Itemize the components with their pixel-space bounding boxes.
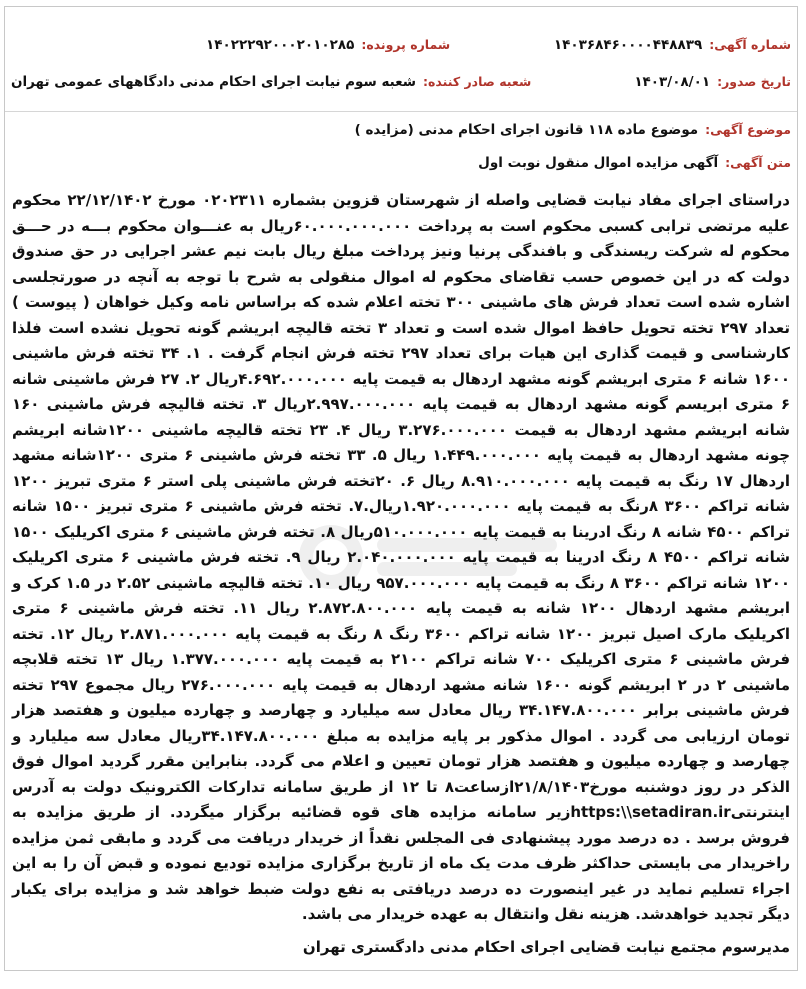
notice-text-label: متن آگهی: [725, 155, 791, 170]
body-text-part-1: دراستای اجرای مفاد نیابت قضایی واصله از شهرستان قزوین بشماره ۰۲۰۲۳۱۱ مورخ ۲۲/۱۲/۱۴۰۲ محکوم علیه مرتضی ترابی کسبی محکوم است به پرداخت ۶۰.۰۰۰.۰۰۰.۰۰۰ریال به عنـــوان محکوم بـــه در حـــق محکوم له شرکت ریسندگی و بافندگی پرنیا ونیز پرداخت مبلغ ریال بابت نیم عشر اجرایی در حق صندوق دولت که در این خصوص حسب تقاضای محکوم له اموال منقولی به شرح با توجه به آنچه در صورتجلسی اشاره شده است تعداد فرش های ماشینی ۳۰۰ تخته اعلام شده که براساس نامه وکیل خواهان ( پیوست ) تعداد ۲۹۷ تخته تحویل حافظ اموال شده است و تعداد ۳ تخته قالیچه ابریشم گونه تحویل نشده است فلذا کارشناسی و قیمت گذاری این هیات برای تعداد ۲۹۷ تخته فرش انجام گرفت . ۱. ۳۴ تخته فرش ماشینی ۱۶۰۰ شانه ۶ متری ابریشم گونه مشهد اردهال به قیمت پایه ۴.۶۹۲.۰۰۰.۰۰۰ریال ۲. ۲۷ فرش ماشینی شانه ۶ متری ابریسم گونه مشهد اردهال به قیمت پایه ۲.۹۹۷.۰۰۰.۰۰۰ریال ۳. تخته قالیچه فرش ماشینی ۱۶۰ شانه ابریشم مشهد اردهال به قیمت ۳.۲۷۶.۰۰۰.۰۰۰ ریال ۴. ۲۳ تخته قالیچه ماشینی ۱۲۰۰شانه ابریشم چونه مشهد اردهال به قیمت پایه ۱.۴۴۹.۰۰۰.۰۰۰ ریال ۵. ۳۳ تخته فرش ماشینی ۶ متری ۱۲۰۰شانه مشهد اردهال ۱۷ رنگ به قیمت پایه ۸.۹۱۰.۰۰۰.۰۰۰ ریال ۶. ۲۰تخته فرش ماشینی پلی استر ۶ متری تبریز ۱۲۰۰ شانه تراکم ۳۶۰۰ ۸رنگ به قیمت پایه ۱.۹۲۰.۰۰۰.۰۰۰ریال.۷. تخته فرش ماشینی ۶ متری تبریز ۱۵۰۰ شانه تراکم ۴۵۰۰ شانه ۸ رنگ ادرینا به قیمت پایه ۵۱۰.۰۰۰.۰۰۰ریال ۸. تخته فرش ماشینی ۶ متری اکریلیک ۱۵۰۰ شانه تراکم ۴۵۰۰ ۸ رنگ ادرینا به قیمت پایه ۲.۰۴۰.۰۰۰.۰۰۰ ریال ۹. تخته فرش ماشینی ۶ متری اکریلیک ۱۲۰۰ شانه تراکم ۳۶۰۰ ۸ رنگ به قیمت پایه ۹۵۷.۰۰۰.۰۰۰ ریال ۱۰. تخته قالیچه ماشینی ۲.۵۲ در ۱.۵ کرک و ابریشم مشهد اردهال ۱۲۰۰ شانه به قیمت پایه ۲.۸۷۲.۸۰۰.۰۰۰ ریال ۱۱. تخته فرش ماشینی ۶ متری اکریلیک مارک اصیل تبریز ۱۲۰۰ شانه تراکم ۳۶۰۰ رنگ ۸ رنگ به قیمت پایه ۲.۸۷۱.۰۰۰.۰۰۰ ریال ۱۲. تخته فرش ماشینی ۶ متری اکریلیک ۷۰۰ شانه تراکم ۲۱۰۰ به قیمت پایه ۱.۳۷۷.۰۰۰.۰۰۰ ریال ۱۳ تخته قلابچه ماشینی ۲ در ۲ ابریشم گونه ۱۶۰۰ شانه مشهد اردهال به قیمت پایه ۲۷۶.۰۰۰.۰۰۰ ریال مجموع ۲۹۷ تخته فرش ماشینی برابر ۳۴.۱۴۷.۸۰۰.۰۰۰ ریال معادل سه میلیارد و چهارصد و چهارده میلیون و هفتصد هزار تومان ارزیابی می گردد . اموال مذکور بر پایه مزایده به مبلغ ۳۴.۱۴۷.۸۰۰.۰۰۰ریال معادل سه میلیارد و چهارصد و چهارده میلیون و هفتصد هزار تومان تعیین و اعلام می گردد. بنابراین مقرر گردید اموال فوق الذکر در روز دوشنبه مورخ۲۱/۸/۱۴۰۳ازساعت۸ تا ۱۲ از طریق سامانه تدارکات الکترونیک دولت به آدرس اینترنتی [12, 191, 791, 821]
case-number-value: ۱۴۰۲۲۲۹۲۰۰۰۲۰۱۰۲۸۵ [206, 37, 355, 53]
issue-date-field [634, 74, 791, 90]
issue-date-value: ۱۴۰۳/۰۸/۰۱ [634, 74, 711, 90]
notice-header [5, 7, 797, 188]
notice-number-value: ۱۴۰۳۶۸۴۶۰۰۰۰۴۴۸۸۳۹ [553, 37, 703, 53]
notice-number-field [554, 37, 791, 53]
notice-number-label: شماره آگهی: [709, 37, 791, 52]
case-number-field [206, 37, 450, 53]
issuing-branch-value: شعبه سوم نیابت اجرای احکام مدنی دادگاههای عمومی تهران [11, 74, 417, 90]
issuing-branch-field [11, 74, 531, 90]
auction-website-url: https:\\setadiran.ir [570, 803, 731, 821]
body-text-part-2: زیر سامانه مزایده های قوه قضائیه برگزار میگردد. از طریق مزایده به فروش برسد . ده درصد مورد پیشنهادی فی المجلس نقداً از خریدار دریافت می گردد و مابقی ثمن مزایده راخریدار می بایستی حداکثر ظرف مدت یک ماه از تاریخ برگزاری مزایده تودیع نموده و قبض آن را به این اجراء تسلیم نماید در غیر اینصورت ده درصد دریافتی به نفع دولت ضبط خواهد شد و مزایده برای یکبار دیگر تجدید خواهدشد. هزینه نقل وانتقال به عهده خریدار می باشد. [12, 803, 790, 923]
header-divider [5, 111, 797, 112]
notice-text-field [478, 155, 791, 171]
notice-body [5, 188, 797, 928]
case-number-label: شماره پرونده: [361, 37, 451, 52]
subject-label: موضوع آگهی: [705, 122, 791, 137]
signature-line: مدیرسوم مجتمع نیابت قضایی اجرای احکام مدنی دادگستری تهران [302, 937, 790, 956]
issuing-branch-label: شعبه صادر کننده: [423, 74, 532, 89]
subject-field [355, 122, 791, 138]
notice-frame [4, 6, 798, 971]
issue-date-label: تاریخ صدور: [717, 74, 791, 89]
subject-value: موضوع ماده ۱۱۸ قانون اجرای احکام مدنی (مزایده ) [354, 122, 699, 138]
notice-text-value: آگهی مزایده اموال منقول نوبت اول [478, 155, 719, 171]
